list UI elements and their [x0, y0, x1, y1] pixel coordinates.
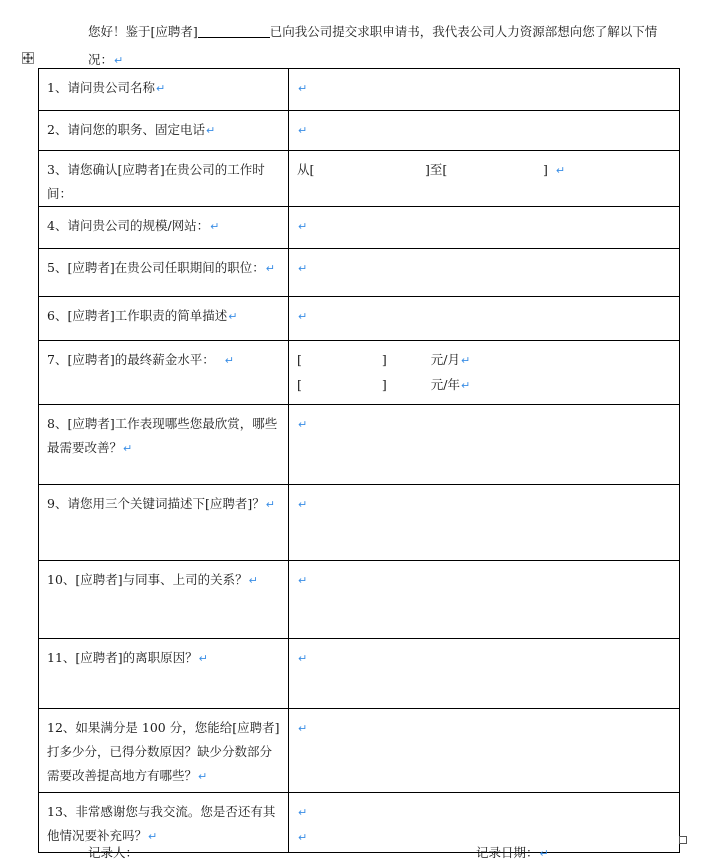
question-text: 3、请您确认[应聘者]在贵公司的工作时间：	[47, 162, 265, 201]
paragraph-mark-icon: ↵	[198, 770, 208, 783]
paragraph-mark-icon: ↵	[265, 498, 275, 511]
answer-cell[interactable]	[289, 639, 680, 709]
intro-paragraph	[88, 18, 668, 75]
paragraph-mark-icon: ↵	[198, 652, 208, 665]
salary-text: ]	[381, 377, 387, 392]
table-row	[39, 341, 680, 405]
table-row	[39, 405, 680, 485]
question-cell	[39, 341, 289, 405]
table-row	[39, 639, 680, 709]
table-row	[39, 111, 680, 151]
answer-cell[interactable]	[289, 111, 680, 151]
paragraph-mark-icon: ↵	[224, 354, 234, 367]
table-row	[39, 297, 680, 341]
answer-cell[interactable]	[289, 69, 680, 111]
answer-cell[interactable]	[289, 405, 680, 485]
paragraph-mark-icon: ↵	[298, 220, 308, 233]
question-cell	[39, 405, 289, 485]
record-date-field	[476, 843, 549, 864]
question-cell	[39, 69, 289, 111]
paragraph-mark-icon: ↵	[461, 379, 471, 392]
question-cell	[39, 485, 289, 561]
answer-cell[interactable]	[289, 709, 680, 793]
question-text: 5、[应聘者]在贵公司任职期间的职位：	[47, 260, 265, 275]
table-row	[39, 485, 680, 561]
salary-text: [	[297, 377, 302, 392]
paragraph-mark-icon: ↵	[555, 164, 566, 177]
question-text: 2、请问您的职务、固定电话	[47, 122, 205, 137]
work-time-from[interactable]: 从[	[297, 162, 315, 177]
paragraph-mark-icon: ↵	[210, 220, 220, 233]
answer-cell[interactable]	[289, 207, 680, 249]
work-time-answer-cell[interactable]	[289, 151, 680, 207]
paragraph-mark-icon: ↵	[298, 124, 308, 137]
salary-text: [	[297, 352, 302, 367]
paragraph-mark-icon: ↵	[298, 498, 308, 511]
paragraph-mark-icon: ↵	[205, 124, 216, 137]
paragraph-mark-icon: ↵	[155, 82, 166, 95]
question-text: 9、请您用三个关键词描述下[应聘者]？	[47, 496, 265, 511]
monthly-salary-line[interactable]	[297, 348, 671, 373]
paragraph-mark-icon: ↵	[148, 830, 158, 843]
question-cell	[39, 297, 289, 341]
question-text: 11、[应聘者]的离职原因？	[47, 650, 198, 665]
question-cell	[39, 207, 289, 249]
paragraph-mark-icon: ↵	[265, 262, 275, 275]
paragraph-mark-icon: ↵	[123, 442, 133, 455]
paragraph-mark-icon: ↵	[298, 418, 308, 431]
intro-suffix: 已向我公司提交求职申请书，我代表公司人力资源部想向您了解以下情	[269, 24, 658, 39]
question-text: 7、[应聘者]的最终薪金水平：	[47, 352, 215, 367]
question-cell	[39, 639, 289, 709]
table-resize-handle-icon[interactable]	[679, 836, 687, 844]
paragraph-mark-icon: ↵	[298, 262, 308, 275]
table-row	[39, 561, 680, 639]
question-text: 13、非常感谢您与我交流。您是否还有其他情况要补充吗？	[47, 804, 276, 843]
paragraph-mark-icon: ↵	[298, 310, 308, 323]
answer-cell[interactable]	[289, 249, 680, 297]
question-text: 1、请问贵公司名称	[47, 80, 155, 95]
question-text: 10、[应聘者]与同事、上司的关系？	[47, 572, 248, 587]
table-row	[39, 709, 680, 793]
salary-answer-cell[interactable]	[289, 341, 680, 405]
work-time-to[interactable]: ]至[	[425, 162, 448, 177]
question-cell	[39, 561, 289, 639]
paragraph-mark-icon: ↵	[228, 310, 238, 323]
recorder-label: 记录人：	[88, 845, 139, 860]
question-cell	[39, 709, 289, 793]
paragraph-mark-icon: ↵	[298, 722, 308, 735]
applicant-name-blank[interactable]	[198, 23, 270, 38]
paragraph-mark-icon: ↵	[248, 574, 258, 587]
paragraph-mark-icon: ↵	[298, 574, 308, 587]
paragraph-mark-icon: ↵	[539, 847, 549, 860]
table-row	[39, 249, 680, 297]
question-text: 4、请问贵公司的规模/网站：	[47, 218, 210, 233]
record-date-label: 记录日期：	[476, 845, 539, 860]
paragraph-mark-icon: ↵	[298, 806, 308, 819]
recorder-field	[88, 843, 138, 863]
work-time-end: ]	[543, 162, 548, 177]
question-cell	[39, 793, 289, 853]
question-cell	[39, 151, 289, 207]
paragraph-mark-icon: ↵	[298, 652, 308, 665]
salary-text: 元/月	[430, 352, 460, 367]
answer-cell[interactable]	[289, 297, 680, 341]
table-row	[39, 69, 680, 111]
reference-check-table	[38, 68, 680, 853]
intro-prefix: 您好！鉴于[应聘者]	[88, 24, 198, 39]
answer-cell[interactable]	[289, 561, 680, 639]
question-text: 6、[应聘者]工作职责的简单描述	[47, 308, 228, 323]
paragraph-mark-icon: ↵	[461, 354, 471, 367]
table-row	[39, 151, 680, 207]
question-cell	[39, 111, 289, 151]
table-row	[39, 207, 680, 249]
paragraph-mark-icon: ↵	[114, 54, 124, 67]
salary-text: 元/年	[430, 377, 460, 392]
question-text: 8、[应聘者]工作表现哪些您最欣赏，哪些最需要改善？	[47, 416, 278, 455]
paragraph-mark-icon: ↵	[298, 82, 308, 95]
salary-text: ]	[381, 352, 387, 367]
question-text: 12、如果满分是 100 分，您能给[应聘者]打多少分，已得分数原因？缺少分数部分需要改善提高地方有哪些？	[47, 720, 280, 783]
yearly-salary-line[interactable]	[297, 373, 671, 398]
paragraph-mark-icon: ↵	[298, 831, 308, 844]
question-cell	[39, 249, 289, 297]
answer-cell[interactable]	[289, 485, 680, 561]
intro-line2: 况：	[88, 52, 114, 67]
table-move-handle-icon[interactable]	[22, 52, 34, 64]
